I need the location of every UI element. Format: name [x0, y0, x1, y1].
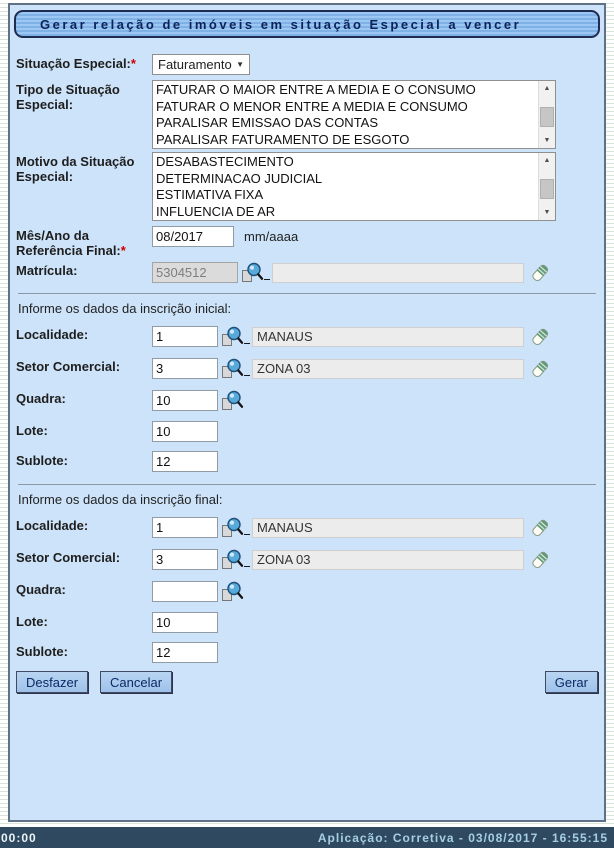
row-matricula	[16, 261, 598, 284]
row-setor-inicial	[16, 357, 598, 380]
localidade-inicial-description: MANAUS	[252, 327, 524, 347]
desfazer-button[interactable]: Desfazer	[16, 671, 88, 693]
link-underscore	[264, 265, 270, 280]
localidade-inicial-search-button[interactable]	[221, 325, 244, 348]
setor-final-search-button[interactable]	[221, 548, 244, 571]
link-underscore	[244, 552, 250, 567]
localidade-inicial-input[interactable]	[152, 326, 218, 347]
sublote-inicial-input[interactable]	[152, 451, 218, 472]
chevron-down-icon: ▼	[236, 60, 244, 69]
link-underscore	[244, 329, 250, 344]
required-asterisk: *	[130, 56, 136, 71]
gerar-button[interactable]: Gerar	[545, 671, 598, 693]
main-window	[8, 3, 606, 822]
situacao-especial-label: Situação Especial:*	[16, 56, 136, 71]
row-setor-final	[16, 548, 598, 571]
quadra-inicial-input[interactable]	[152, 390, 218, 411]
setor-final-erase-button[interactable]	[529, 549, 550, 571]
row-tipo-situacao	[16, 80, 598, 149]
row-sublote-inicial	[16, 451, 598, 472]
situacao-especial-selected-value: Faturamento	[158, 57, 232, 72]
situacao-especial-select[interactable]	[152, 54, 250, 75]
motivo-situacao-listbox[interactable]	[152, 152, 556, 221]
quadra-final-input[interactable]	[152, 581, 218, 602]
row-lote-final	[16, 612, 598, 633]
link-underscore	[244, 361, 250, 376]
search-icon	[221, 548, 244, 571]
sublote-final-label: Sublote:	[16, 644, 68, 659]
search-icon	[221, 389, 244, 412]
localidade-final-label: Localidade:	[16, 518, 89, 533]
setor-final-label: Setor Comercial:	[16, 550, 121, 565]
required-asterisk: *	[120, 243, 126, 258]
separator	[18, 484, 596, 485]
motivo-scrollbar[interactable]	[538, 153, 555, 220]
scroll-thumb[interactable]	[540, 107, 554, 127]
scroll-up-icon[interactable]: ▲	[543, 157, 551, 164]
setor-final-description: ZONA 03	[252, 550, 524, 570]
quadra-inicial-search-button[interactable]	[221, 389, 244, 412]
quadra-final-label: Quadra:	[16, 582, 66, 597]
inscricao-inicial-section-label: Informe os dados da inscrição inicial:	[18, 301, 232, 316]
matricula-erase-button[interactable]	[529, 262, 550, 284]
setor-inicial-erase-button[interactable]	[529, 358, 550, 380]
search-icon	[221, 580, 244, 603]
tipo-option-1[interactable]: FATURAR O MAIOR ENTRE A MEDIA E O CONSUMO	[156, 82, 476, 97]
search-icon	[221, 357, 244, 380]
tipo-situacao-label: Tipo de Situação Especial:	[16, 82, 120, 112]
matricula-label: Matrícula:	[16, 263, 78, 278]
row-quadra-final	[16, 580, 598, 603]
mes-ano-format-hint: mm/aaaa	[244, 229, 299, 244]
quadra-inicial-label: Quadra:	[16, 391, 66, 406]
row-mes-ano	[16, 226, 598, 258]
row-lote-inicial	[16, 421, 598, 442]
motivo-option-3[interactable]: ESTIMATIVA FIXA	[156, 187, 264, 202]
row-sublote-final	[16, 642, 598, 663]
search-icon	[241, 261, 264, 284]
mes-ano-input[interactable]	[152, 226, 234, 247]
localidade-final-search-button[interactable]	[221, 516, 244, 539]
button-row	[16, 671, 598, 693]
row-localidade-final	[16, 516, 598, 539]
tipo-situacao-listbox[interactable]	[152, 80, 556, 149]
lote-final-label: Lote:	[16, 614, 48, 629]
quadra-final-search-button[interactable]	[221, 580, 244, 603]
localidade-final-description: MANAUS	[252, 518, 524, 538]
page-title	[14, 10, 600, 38]
setor-inicial-label: Setor Comercial:	[16, 359, 121, 374]
status-bar	[0, 827, 614, 848]
matricula-input[interactable]	[152, 262, 238, 283]
scroll-down-icon[interactable]: ▼	[543, 137, 551, 144]
motivo-option-1[interactable]: DESABASTECIMENTO	[156, 154, 294, 169]
lote-inicial-label: Lote:	[16, 423, 48, 438]
eraser-icon	[529, 262, 550, 284]
app-status-text: Aplicação: Corretiva - 03/08/2017 - 16:55:15	[317, 830, 608, 845]
eraser-icon	[529, 517, 550, 539]
cancelar-button[interactable]: Cancelar	[100, 671, 172, 693]
link-underscore	[244, 520, 250, 535]
setor-final-input[interactable]	[152, 549, 218, 570]
sublote-inicial-label: Sublote:	[16, 453, 68, 468]
scroll-down-icon[interactable]: ▼	[543, 209, 551, 216]
motivo-option-4[interactable]: INFLUENCIA DE AR	[156, 203, 276, 219]
tipo-option-4[interactable]: PARALISAR FATURAMENTO DE ESGOTO	[156, 131, 410, 147]
row-quadra-inicial	[16, 389, 598, 412]
motivo-option-2[interactable]: DETERMINACAO JUDICIAL	[156, 170, 323, 186]
mes-ano-label: Mês/Ano da Referência Final:*	[16, 228, 126, 258]
row-localidade-inicial	[16, 325, 598, 348]
setor-inicial-input[interactable]	[152, 358, 218, 379]
page-title-text: Gerar relação de imóveis em situação Especial a vencer	[40, 16, 522, 32]
inscricao-final-section-label: Informe os dados da inscrição final:	[18, 492, 223, 507]
tipo-option-2[interactable]: FATURAR O MENOR ENTRE A MEDIA E CONSUMO	[156, 98, 468, 114]
localidade-inicial-erase-button[interactable]	[529, 326, 550, 348]
sublote-final-input[interactable]	[152, 642, 218, 663]
eraser-icon	[529, 549, 550, 571]
lote-inicial-input[interactable]	[152, 421, 218, 442]
search-icon	[221, 516, 244, 539]
localidade-inicial-label: Localidade:	[16, 327, 89, 342]
form-area	[10, 54, 604, 693]
localidade-final-input[interactable]	[152, 517, 218, 538]
eraser-icon	[529, 326, 550, 348]
scroll-thumb[interactable]	[540, 179, 554, 199]
setor-inicial-description: ZONA 03	[252, 359, 524, 379]
motivo-situacao-label: Motivo da Situação Especial:	[16, 154, 135, 184]
setor-inicial-search-button[interactable]	[221, 357, 244, 380]
lote-final-input[interactable]	[152, 612, 218, 633]
separator	[18, 293, 596, 294]
eraser-icon	[529, 358, 550, 380]
matricula-description	[272, 263, 524, 283]
tipo-scrollbar[interactable]	[538, 81, 555, 148]
tipo-option-3[interactable]: PARALISAR EMISSAO DAS CONTAS	[156, 115, 379, 130]
session-timer: 00:00	[1, 830, 37, 845]
row-situacao-especial	[16, 54, 598, 75]
matricula-search-button[interactable]	[241, 261, 264, 284]
localidade-final-erase-button[interactable]	[529, 517, 550, 539]
scroll-up-icon[interactable]: ▲	[543, 85, 551, 92]
row-motivo-situacao	[16, 152, 598, 221]
search-icon	[221, 325, 244, 348]
